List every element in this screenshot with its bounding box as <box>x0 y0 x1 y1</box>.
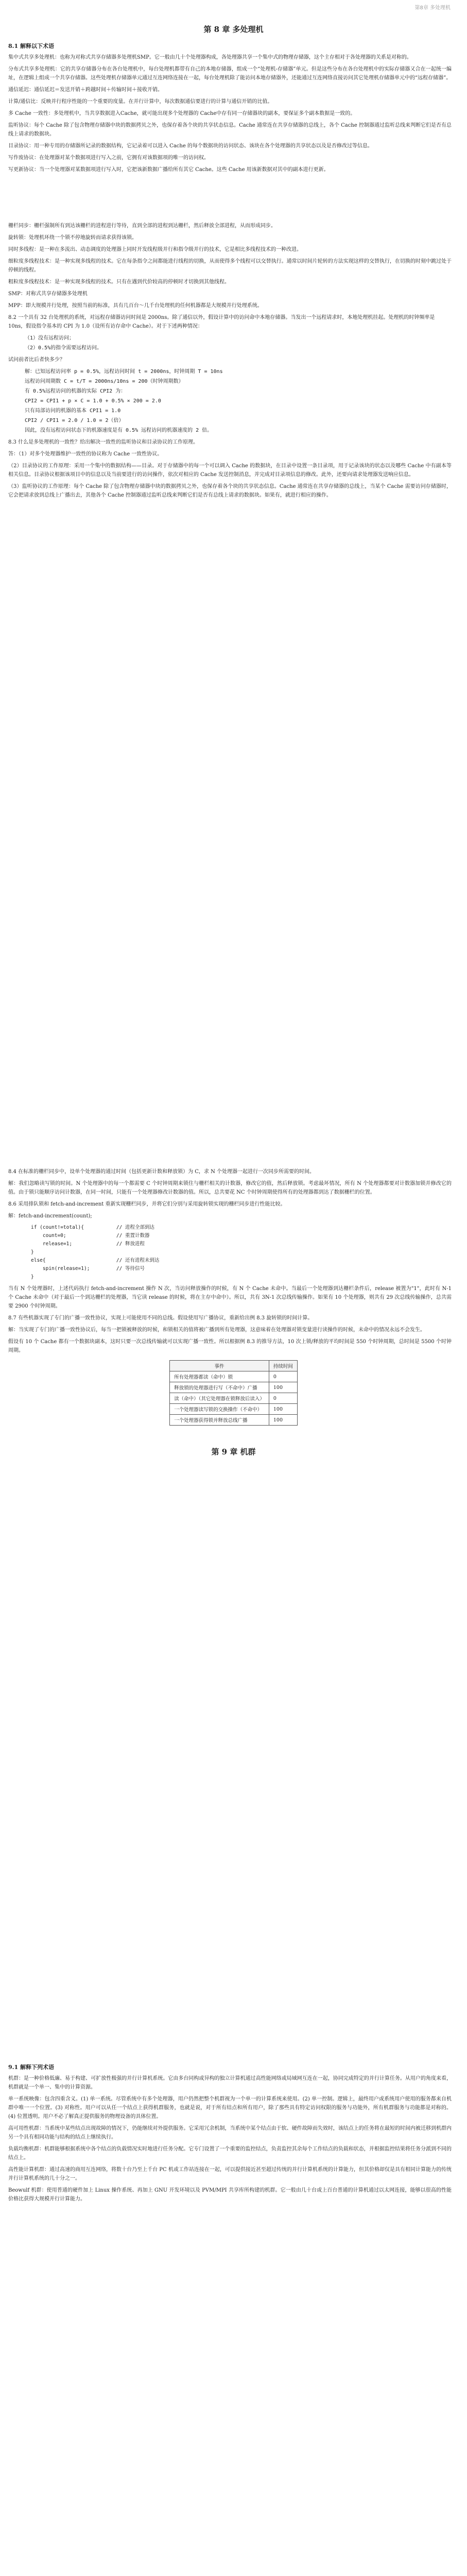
section-9-1-title: 9.1 解释下列术语 <box>8 2064 54 2071</box>
table-header-cell: 事件 <box>170 1361 269 1371</box>
term-write-update: 写更新协议：当一个处理器对某数据项进行写入时，它把该新数据广播给所有其它 Cache。这些 Cache 用该新数据对其中的副本进行更新。 <box>8 167 329 173</box>
term-smt: 同时多线程：是一种在多流出、动态调度的处理器上同时开发线程级并行和指令级并行的技术，它是相比多线程技术的一种改进。 <box>8 247 302 252</box>
q82-solve-7: 因此，没有远程访问状态下的机器速度是有 0.5% 远程访问的机器速度的 2 倍。 <box>25 428 213 433</box>
q82-solve-4: CPI2 = CPI1 + p × C = 1.0 + 0.5% × 200 = 2.0 <box>25 398 161 404</box>
table-row <box>170 1371 298 1382</box>
q82-solve-2: 远程访问周期数 C = t/T = 2000ns/10ns = 200（时钟周期数） <box>25 379 184 384</box>
q86-ans: 解：fetch-and-increment(count); <box>8 1213 92 1219</box>
term-mpp: MPP：即大规模并行处理，按照当前的标准，具有几百台～几千台处理机的任何机器都是大规模并行处理系统。 <box>8 303 263 309</box>
page-2 <box>0 1164 467 2040</box>
q82-solve-5: 只有局部访问的机器的基本 CPI1 = 1.0 <box>25 408 121 414</box>
term-cluster: 机群：是一种价格低廉、易于构建、可扩放性极强的并行计算机系统。它由多台同构或异构的独立计算机通过高性能网络或局域网互连在一起，协同完成特定的并行计算任务。从用户的角度来看，机群就是一个单一、集中的计算资源。 <box>8 2076 452 2090</box>
code-line-7: } <box>31 1274 34 1280</box>
term-ratio: 计算/通信比：反映并行程序性能的一个重要的度量。在并行计算中，每次数据通信要进行的计算与通信开销的比值。 <box>8 99 273 105</box>
table-cell: 读（命中）（其它处理器在锁释放后读入） <box>170 1393 269 1404</box>
code-line-5: else{ // 还有进程未到达 <box>31 1258 160 1263</box>
term-lb-cluster: 负载均衡机群：机群能够根据系统中各个结点的负载情况实时地进行任务分配。它专门设置了一个重要的监控结点，负责监控其余每个工作结点的负载和状态，并根据监控结果将任务分派到不同的结点上。 <box>8 2146 452 2161</box>
chapter-8-title: 第 8 章 多处理机 <box>203 25 264 34</box>
table-header-row <box>170 1361 298 1371</box>
table-row <box>170 1382 298 1393</box>
table-cell: 100 <box>269 1415 297 1426</box>
table-cell: 0 <box>269 1393 297 1404</box>
term-latency: 通信延迟：通信延迟＝发送开销＋跨越时间＋传输时间＋接收开销。 <box>8 87 163 93</box>
q82-solve-1: 解：已知远程访问率 p = 0.5%，远程访问时间 t = 2000ns，时钟周期 T = 10ns <box>25 369 223 375</box>
term-barrier: 栅栏同步：栅栏强制所有到达该栅栏的进程进行等待，直到全部的进程到达栅栏，然后释放全部进程，从而形成同步。 <box>8 223 276 229</box>
chapter-9-title: 第 9 章 机群 <box>211 1447 256 1456</box>
question-8-2: 8.2 一个具有 32 台处理机的系统，对远程存储器访问时间是 2000ns。除了通信以外，假设计算中的访问命中本地存储器。当发出一个远程请求时，本地处理机挂起。处理机的时钟频率是 10ns，假设指令基本的 CPI 为 1.0（设所有访存命中 Cache）。对于下述两种情况： <box>8 315 435 329</box>
q82-solve-3: 有 0.5%远程访问的机器的实际 CPI2 为： <box>25 388 126 394</box>
question-8-6: 8.6 采用排队锁和 fetch-and-increment 重新实现栅栏同步，并将它们分别与采用旋转锁实现的栅栏同步进行性能比较。 <box>8 1201 286 1207</box>
q82-case-1: （1）没有远程访问； <box>25 335 75 341</box>
table-cell: 100 <box>269 1382 297 1393</box>
term-fine-grain: 细粒度多线程技术：是一种实现多线程的技术。它在每条指令之间都能进行线程的切换，从而使得多个线程可以交替执行。通常以时间片轮转的方法实现这样的交替执行，在切换的时刻中跳过处于停顿的线程。 <box>8 259 452 273</box>
table-row <box>170 1415 298 1426</box>
table-header-cell: 持续时间 <box>269 1361 297 1371</box>
term-smp-short: SMP：对称式共享存储器多处理机 <box>8 291 88 297</box>
section-8-1-title: 8.1 解释以下术语 <box>8 43 54 49</box>
code-line-3: release=1; // 释放进程 <box>31 1241 145 1247</box>
q82-ask: 试问前者比后者快多少？ <box>8 357 65 363</box>
q83-ans-2: （2）目录协议的工作原理：采用一个集中的数据结构——目录。对于存储器中的每一个可以调入 Cache 的数据块，在目录中设置一条目录项，用于记录该块的状态以及哪些 Cache 中有副本等相关信息。目录协议根据该项目中的信息以及当前要进行的访问操作，依次对相应的 Cache 发送控制消息，并完成对目录项信息的修改。此外，还要向请求处理器发送响应信息。 <box>8 463 452 478</box>
table-row <box>170 1404 298 1415</box>
term-snoop: 监听协议：每个 Cache 除了包含物理存储器中块的数据拷贝之外，也保存着各个块的共享状态信息。Cache 通常连在共享存储器的总线上，各个 Cache 控制器通过监听总线来判断它们是否有总线上请求的数据块。 <box>8 123 452 137</box>
q83-ans-3: （3）监听协议的工作原理：每个 Cache 除了包含物理存储器中块的数据拷贝之外，也保存着各个块的共享状态信息。Cache 通常连在共享存储器的总线上，当某个 Cache 需要访问存储器时，它会把请求放到总线上广播出去，其他各个 Cache 控制器通过监听总线来判断它们是否有总线上请求的数据块。如果有，就进行相应的操作。 <box>8 484 452 498</box>
term-directory: 目录协议：用一种专用的存储器所记录的数据结构，它记录着可以进入 Cache 的每个数据块的访问状态、该块在各个处理器的共享状态以及是否修改过等信息。 <box>8 143 373 149</box>
table-cell: 一个处理器获得锁并释放总线广播 <box>170 1415 269 1426</box>
table-cell: 释放锁的处理器进行写（不命中）广播 <box>170 1382 269 1393</box>
code-line-4: } <box>31 1249 34 1255</box>
q82-solve-6: CPI2 / CPI1 = 2.0 / 1.0 = 2（倍） <box>25 418 124 423</box>
q87-ans: 解：当实现了专门的广播一致性协议后，每当一把锁被释放的时候，和锁相关的值将被广播到所有处理器，这意味着在处理器对锁变量进行读操作的时候，未命中的情况永远不会发生。 <box>8 1327 425 1333</box>
table-cell: 0 <box>269 1371 297 1382</box>
q83-ans-1: 答：（1）对多个处理器维护一致性的协议称为 Cache 一致性协议。 <box>8 451 163 457</box>
table-row <box>170 1393 298 1404</box>
q82-case-2: （2）0.5%的指令需要远程访问。 <box>25 345 102 351</box>
term-spinlock: 旋转锁：处理机环绕一个锁不停地旋转而请求获得该锁。 <box>8 235 137 241</box>
term-coarse-grain: 粗粒度多线程技术：是一种实现多线程的技术。只有在遇到代价较高的停顿时才切换到其他线程。 <box>8 279 230 285</box>
code-line-2: count=0; // 重置计数器 <box>31 1233 150 1239</box>
page-header-note: 第8章 多处理机 <box>414 5 451 11</box>
question-8-7: 8.7 有些机器实现了专门的广播一致性协议，实现上可能使用不同的总线。假设使用写广播协议，重新给出例 8.3 旋转锁的时间计算。 <box>8 1315 313 1321</box>
table-cell: 所有处理器都读（命中）锁 <box>170 1371 269 1382</box>
term-write-invalidate: 写作废协议：在处理器对某个数据项进行写入之前，它拥有对该数据项的唯一的访问权。 <box>8 155 209 161</box>
page-3 <box>0 2056 467 2576</box>
term-coherence: 多 Cache 一致性：多处理机中，当共享数据进入Cache，就可能出现多个处理器的 Cache中存有同一存储器块的副本，要保证多个副本数据是一致的。 <box>8 111 356 116</box>
term-smp: 集中式共享多处理机：也称为对称式共享存储器多处理机SMP。它一般由几十个处理器构成，各处理器共享一个集中式的物理存储器，这个主存相对于各处理器的关系是对称的。 <box>8 55 412 60</box>
q87-tail: 假设有 10 个 Cache 都有一个数据块副本，这时只要一次总线传输就可以实现广播一致性。所以根据例 8.3 的推导方法，10 次上锁/释放的平均时间是 550 个时钟周期，总时间是 5500 个时钟周期。 <box>8 1339 452 1353</box>
page-1 <box>0 0 467 1164</box>
q84-ans: 解：我们忽略读写锁的时间。N 个处理器中的每一个都需要 C 个时钟周期来锁住与栅栏相关的计数器，修改它的值，然后释放锁。考虑最坏情况，所有 N 个处理器都要对计数器加锁并修改它的值。由于锁只能顺序访问计数器，在同一时间，只能有一个处理器修改计数器的值。所以，总共要花 NC 个时钟周期使得所有的处理器都到达了数据栅栏的位置。 <box>8 1181 452 1195</box>
term-beowulf: Beowulf 机群：使用普通的硬件加上 Linux 操作系统、再加上 GNU 开发环境以及 PVM/MPI 共享库所构建的机群。它一般由几十台或上百台普通的计算机通过以太网连接，能够以很高的性能价格比获得大规模并行计算能力。 <box>8 2188 452 2202</box>
table-cell: 100 <box>269 1404 297 1415</box>
table-cell: 一个处理器读写锁的交换操作（不命中） <box>170 1404 269 1415</box>
question-8-3: 8.3 什么是多处理机的一致性？给出解决一致性的监听协议和目录协议的工作原理。 <box>8 439 199 445</box>
code-line-6: spin(release=1); // 等待信号 <box>31 1266 145 1272</box>
term-ssi: 单一系统映像：包含四重含义。(1) 单一系统。尽管系统中有多个处理器，用户仍然把整个机群视为一个单一的计算系统来使用。(2) 单一控制。逻辑上，最终用户或系统用户使用的服务都来自机群中唯一一个位置。(3) 对称性。用户可以从任一个结点上获得机群服务，也就是说，对于所有结点和所有用户，除了那些具有特定访问权限的服务与功能外，所有机群服务与功能都是对称的。(4) 位置透明。用户不必了解真正提供服务的物理设备的具体位置。 <box>8 2096 452 2120</box>
code-line-1: if (count!=total){ // 进程全部到达 <box>31 1225 155 1230</box>
question-8-4: 8.4 在标准的栅栏同步中，设单个处理器的通过时间（包括更新计数和释放锁）为 C，求 N 个处理器一起进行一次同步所需要的时间。 <box>8 1169 315 1175</box>
term-dsm: 分布式共享多处理机：它的共享存储器分布在各台处理机中，每台处理机都带有自己的本地存储器，组成一个“处理机-存储器”单元。但是这些分布在各台处理机中的实际存储器又合在一起统一编址，在逻辑上组成一个共享存储器。这些处理机存储器单元通过互连网络连接在一起，每台处理机除了能访问本地存储器外，还能通过互连网络直接访问其它处理机存储器单元中的“远程存储器”。 <box>8 66 452 81</box>
q86-tail: 当有 N 个处理器时，上述代码执行 fetch-and-increment 操作 N 次，当访问释放操作的时候，有 N 个 Cache 未命中。当最后一个处理器到达栅栏条件后，release 被置为"1"，此时有 N-1 个 Cache 未命中（对于最后一个到达栅栏的处理器，当它读 release 的时候，将在主存中命中）。所以，共有 3N-1 次总线传输操作。如果有 10 个处理器，则共有 29 次总线传输操作，总共需要 2900 个时钟周期。 <box>8 1286 452 1309</box>
bus-event-table <box>169 1360 298 1426</box>
term-hpc-cluster: 高性能计算机群：通过高速的商用互连网络，将数十台乃至上千台 PC 机或工作站连接在一起，可以提供接近甚至超过传统的并行计算机系统的计算能力，但其价格却仅是具有相同计算能力的传统并行计算机系统的几十分之一。 <box>8 2167 452 2181</box>
term-ha-cluster: 高可用性机群：当系统中某些结点出现故障的情况下，仍能继续对外提供服务。它采用冗余机制，当系统中某个结点由于软、硬件故障而失效时，该结点上的任务将在最短的时间内被迁移到机群内另一个具有相同功能与结构的结点上继续执行。 <box>8 2126 452 2140</box>
